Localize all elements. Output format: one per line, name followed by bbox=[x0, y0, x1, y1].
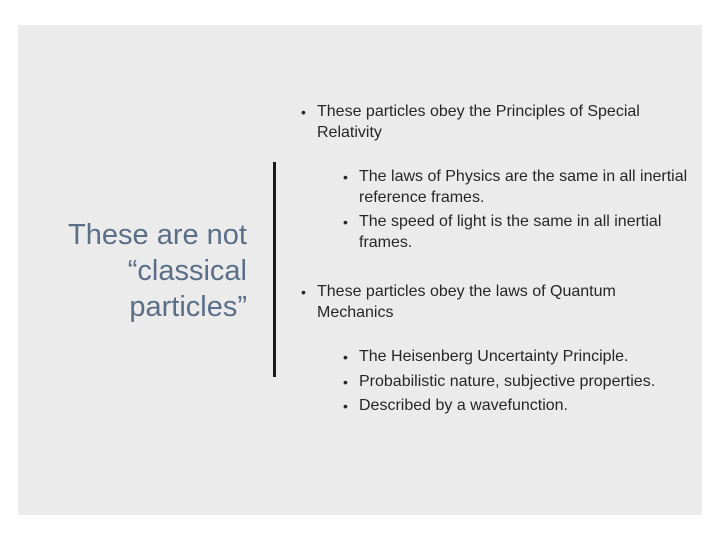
bullet-text: These particles obey the Principles of Special Relativity bbox=[317, 103, 640, 141]
slide-title: These are not “classical particles” bbox=[68, 219, 247, 323]
sub-bullet-list bbox=[317, 167, 691, 253]
sub-bullet-item: • The laws of Physics are the same in all inertial reference frames. bbox=[343, 167, 691, 208]
sub-bullet-item: • Described by a wavefunction. bbox=[343, 396, 691, 417]
sub-bullet-list bbox=[317, 347, 691, 417]
bullet-list bbox=[301, 102, 691, 417]
slide bbox=[18, 25, 702, 515]
bullet-item bbox=[301, 102, 691, 253]
vertical-divider bbox=[273, 162, 276, 377]
sub-bullet-item: • The speed of light is the same in all inertial frames. bbox=[343, 212, 691, 253]
sub-bullet-item: • Probabilistic nature, subjective properties. bbox=[343, 372, 691, 393]
bullet-content bbox=[301, 102, 691, 417]
bullet-text: These particles obey the laws of Quantum Mechanics bbox=[317, 283, 616, 321]
bullet-item bbox=[301, 282, 691, 417]
sub-bullet-item: • The Heisenberg Uncertainty Principle. bbox=[343, 347, 691, 368]
